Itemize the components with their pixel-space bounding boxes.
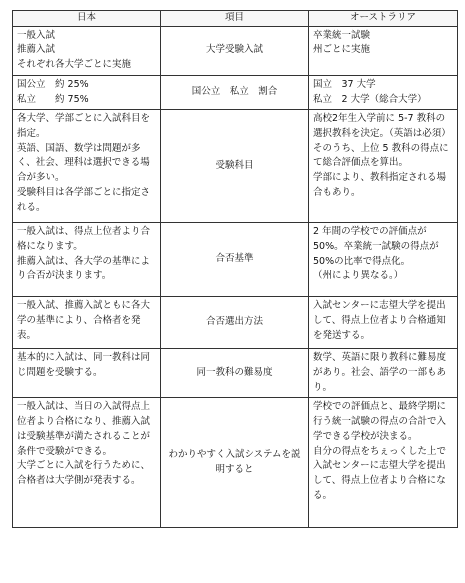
cell-australia [309, 349, 458, 398]
cell-item [161, 26, 309, 75]
cell-japan [13, 398, 161, 528]
cell-text: 英語、国語、数学は問題が多く、社会、理科は選択できる場合が多い。 [17, 142, 150, 184]
cell-text: 高校2年生入学前に 5-7 教科の選択教科を決定。（英語は必須） [313, 113, 451, 140]
cell-australia [309, 297, 458, 349]
cell-text: 卒業統一試験 [313, 29, 371, 41]
cell-japan [13, 297, 161, 349]
comparison-table [12, 10, 458, 528]
cell-text: 推薦入試は、各大学の基準により合否が決まります。 [17, 255, 151, 282]
cell-text: そのうち、上位 5 教科の得点にて総合評価点を算出。 [313, 142, 449, 169]
cell-text: 一般入試、推薦入試ともに各大学の基準により、合格者を発表。 [17, 300, 151, 341]
cell-australia [309, 398, 458, 528]
cell-text: 学校での評価点と、最終学期に行う統一試験の得点の合計で入学できる学校が決まる。 [313, 401, 447, 442]
cell-text: 合否基準 [215, 253, 254, 265]
table-row [13, 110, 458, 223]
cell-text: （州により異なる。） [313, 270, 404, 282]
cell-australia [309, 110, 458, 223]
header-japan: 日本 [13, 11, 161, 27]
cell-text: 入試センターに志望大学を提出して、得点上位者より合格通知を発送する。 [313, 300, 446, 341]
cell-japan [13, 75, 161, 109]
cell-text: 州ごとに実施 [313, 44, 371, 56]
cell-text: 受験科目は各学部ごとに指定される。 [17, 186, 151, 213]
cell-australia [309, 75, 458, 109]
cell-text: それぞれ各大学ごとに実施 [17, 59, 132, 71]
table-row [13, 75, 458, 109]
table-row [13, 26, 458, 75]
cell-text: 学部により、教科指定される場合もあり。 [313, 172, 447, 198]
cell-text: 私立 約 75% [17, 93, 89, 105]
cell-text: 基本的に入試は、同一教科は同じ問題を受験する。 [17, 352, 151, 379]
header-row [13, 11, 458, 27]
cell-text: 国公立 約 25% [17, 78, 89, 90]
cell-text: 推薦入試 [17, 44, 56, 56]
cell-text: 合否選出方法 [205, 316, 263, 328]
cell-text: 自分の得点をちぇっくした上で入試センターに志望大学を提出して、得点上位者より合格になる。 [313, 445, 447, 501]
cell-text: 同一教科の難易度 [196, 367, 273, 379]
cell-japan [13, 26, 161, 75]
cell-text: 私立 2 大学（総合大学） [313, 93, 427, 105]
cell-text: 一般入試は、得点上位者より合格になります。 [17, 226, 151, 253]
cell-australia [309, 26, 458, 75]
header-australia: オーストラリア [309, 11, 458, 27]
cell-text: 数学、英語に限り教科に難易度があり。社会、語学の一部もあり。 [313, 352, 447, 393]
cell-text: 国立 37 大学 [313, 78, 376, 90]
cell-text: 2 年間の学校での評価点が 50%。卒業統一試験の得点が 50%の比率で得点化。 [313, 226, 439, 267]
cell-item [161, 349, 309, 398]
cell-australia [309, 223, 458, 297]
cell-item [161, 223, 309, 297]
cell-text: 各大学、学部ごとに入試科目を指定。 [17, 113, 151, 140]
table-row [13, 349, 458, 398]
cell-text: わかりやすく入試システムを説明すると [168, 449, 301, 475]
cell-text: 受験科目 [215, 159, 254, 171]
cell-text: 大学ごとに入試を行うために、合格者は大学側が発表する。 [17, 460, 151, 487]
table-row [13, 398, 458, 528]
table-row [13, 297, 458, 349]
cell-text: 国公立 私立 割合 [191, 86, 278, 98]
cell-text: 一般入試 [17, 29, 56, 41]
cell-japan [13, 223, 161, 297]
cell-text: 大学受験入試 [205, 44, 263, 56]
cell-japan [13, 349, 161, 398]
table-row [13, 223, 458, 297]
cell-japan [13, 110, 161, 223]
cell-item [161, 75, 309, 109]
header-item: 項目 [161, 11, 309, 27]
cell-item [161, 297, 309, 349]
cell-text: 一般入試は、当日の入試得点上位者より合格になり、推薦入試は受験基準が満たされることが条件で受験ができる。 [17, 401, 151, 457]
cell-item [161, 398, 309, 528]
cell-item [161, 110, 309, 223]
